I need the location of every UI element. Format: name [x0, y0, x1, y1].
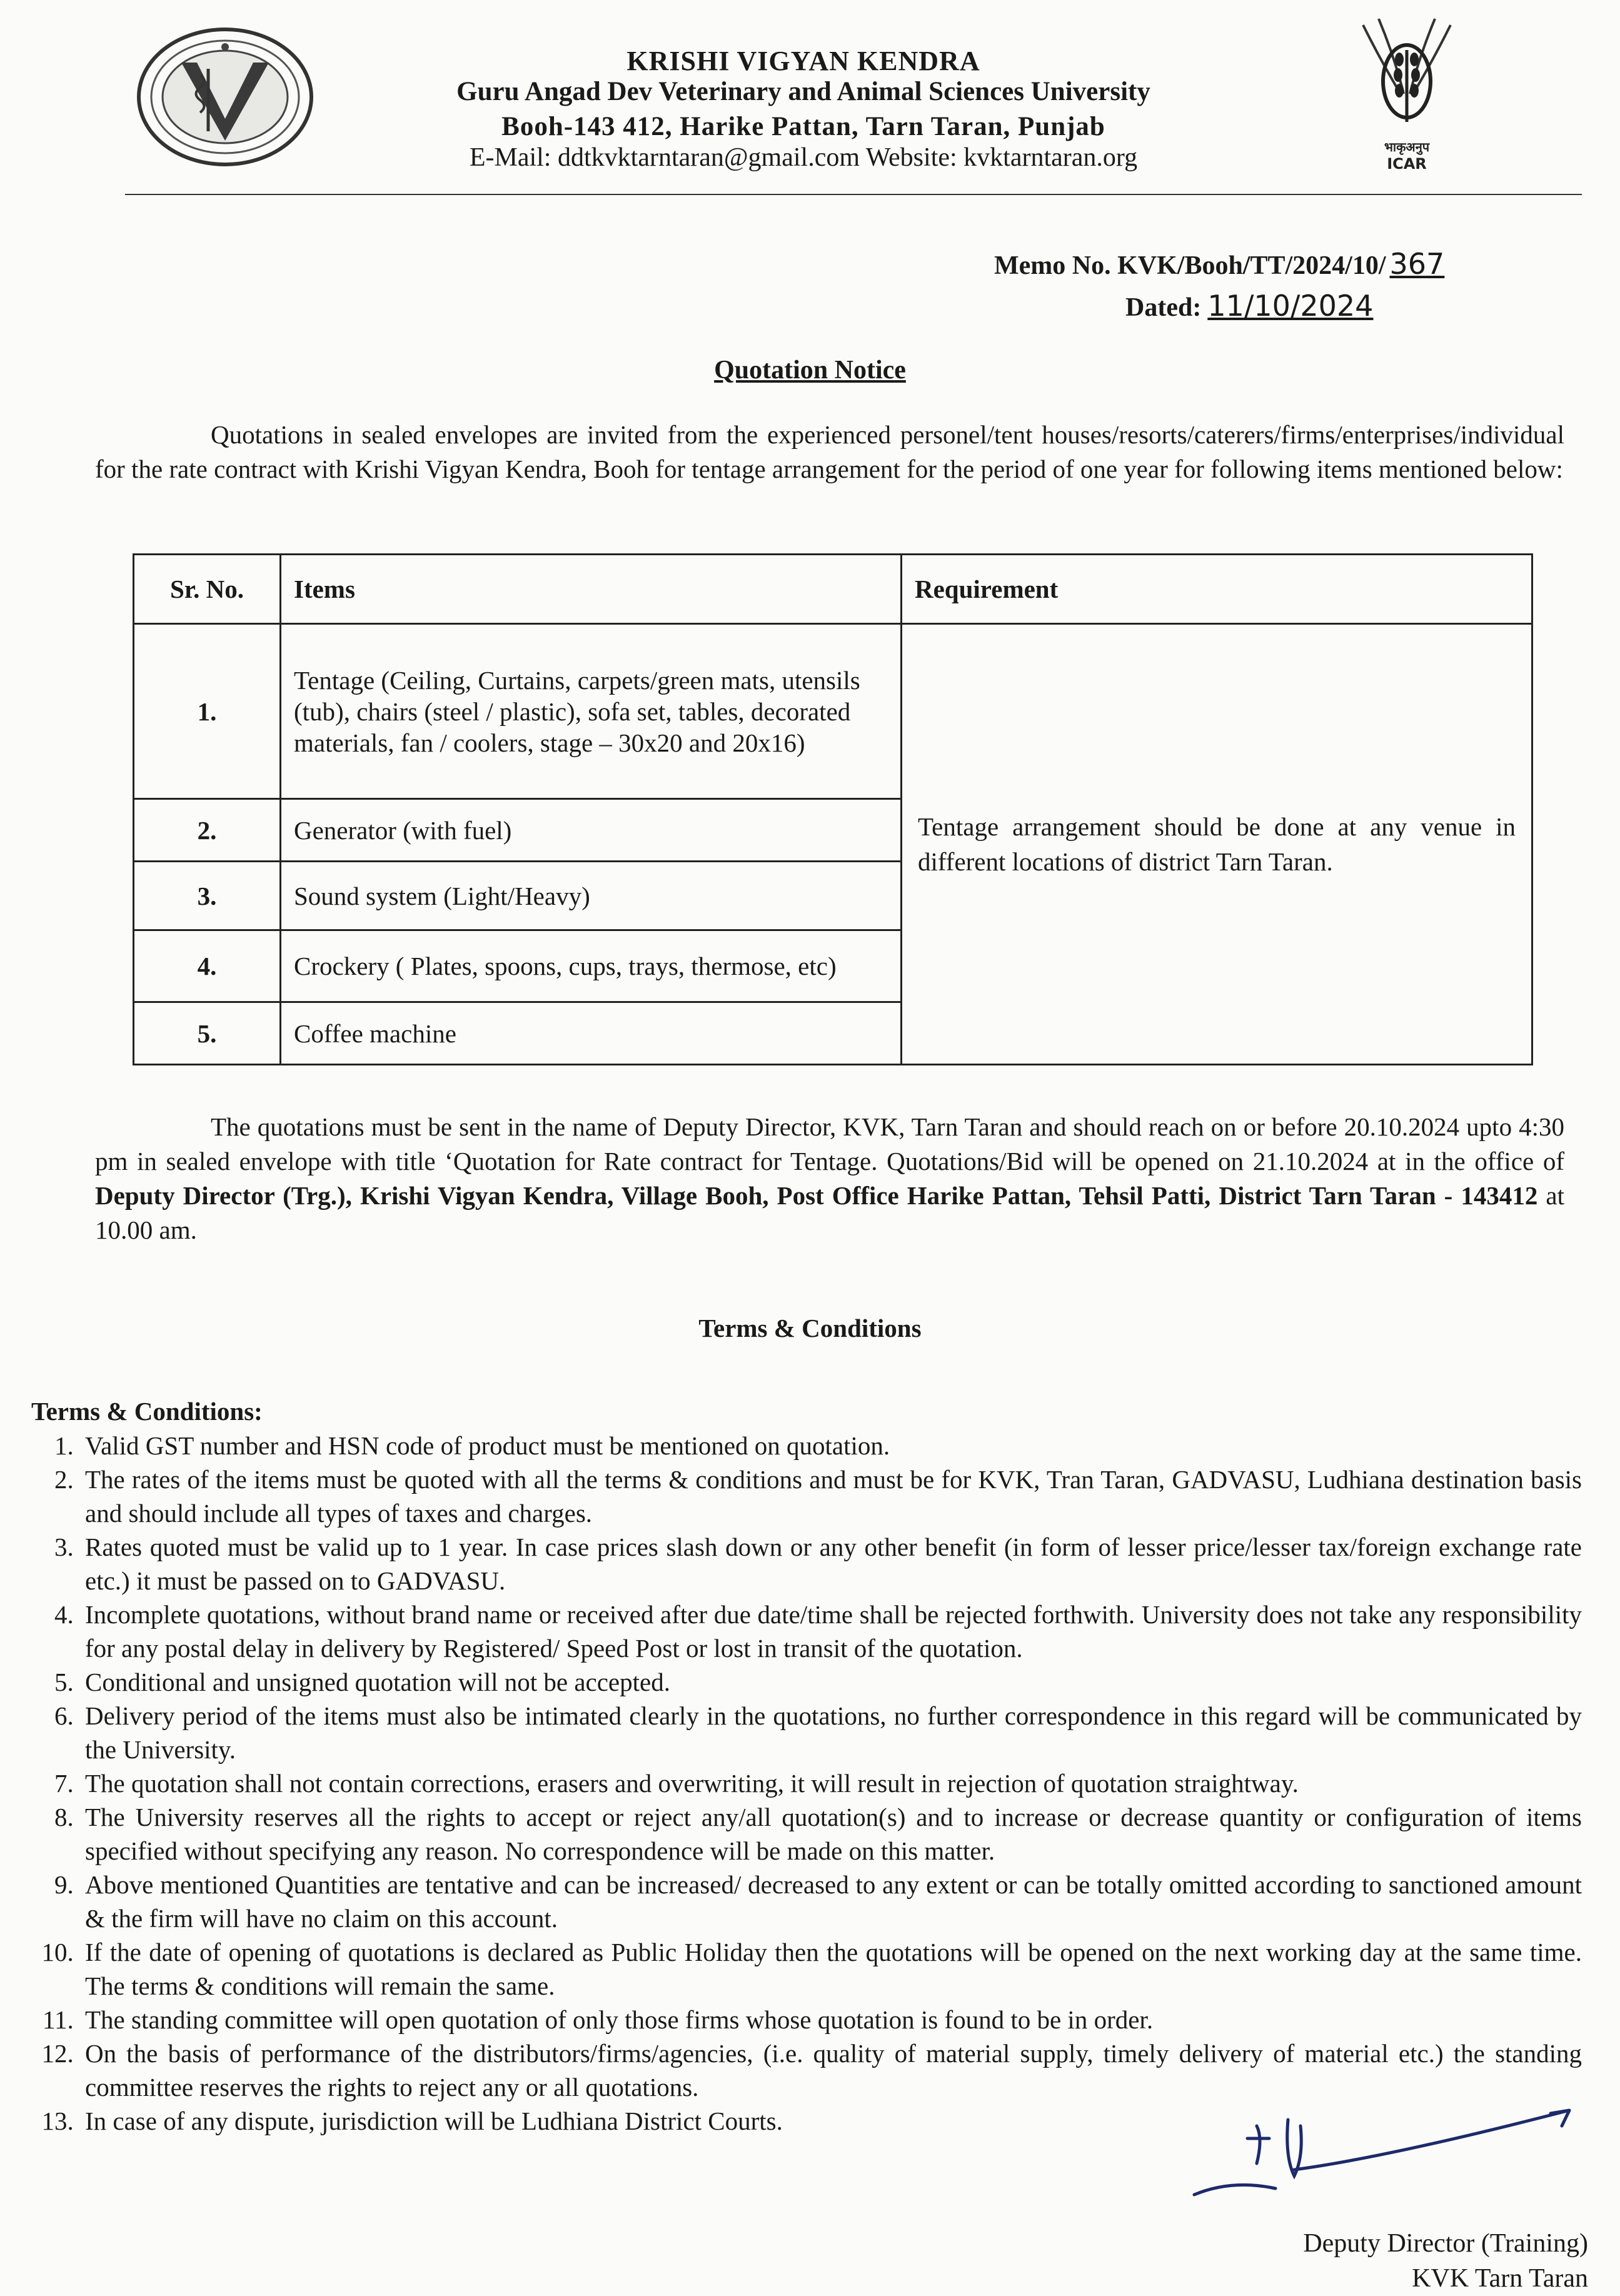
list-item: 8. The University reserves all the rights to accept or reject any/all quotation(s) and to increase or decrease quantity or configuration of items specified without specifying any reason. No correspondence will be made on this matter.: [80, 1800, 1582, 1868]
memo-date: [1125, 289, 1373, 323]
signatory-designation: Deputy Director (Training): [1303, 2229, 1588, 2258]
list-item: 10. If the date of opening of quotations is declared as Public Holiday then the quotations will be opened on the next working day at the same time. The terms & conditions will remain the same.: [80, 1935, 1582, 2003]
row-sr: 2.: [134, 799, 281, 862]
row-sr: 3.: [134, 862, 281, 930]
row-item: Crockery ( Plates, spoons, cups, trays, thermose, etc): [281, 930, 902, 1002]
terms-title: Terms & Conditions: [698, 1314, 922, 1342]
submission-paragraph: [95, 1110, 1564, 1247]
list-item: 1. Valid GST number and HSN code of product must be mentioned on quotation.: [80, 1429, 1582, 1463]
row-item: Sound system (Light/Heavy): [281, 862, 902, 930]
icar-logo: [1351, 13, 1463, 175]
requirement-cell: Tentage arrangement should be done at any venue in different locations of district Tarn Taran.: [902, 624, 1532, 1065]
memo-label: Memo No. KVK/Booh/TT/2024/10/: [994, 251, 1386, 280]
org-name: KRISHI VIGYAN KENDRA: [626, 46, 980, 76]
list-item: 5. Conditional and unsigned quotation will not be accepted.: [80, 1665, 1582, 1699]
list-item: 13. In case of any dispute, jurisdiction will be Ludhiana District Courts.: [80, 2104, 1582, 2138]
header-divider: [125, 194, 1582, 195]
row-item: Coffee machine: [281, 1002, 902, 1065]
signatory-office: KVK Tarn Taran: [1412, 2264, 1588, 2293]
list-item: 4. Incomplete quotations, without brand name or received after due date/time shall be rejected forthwith. University does not take any responsibility for any postal delay in delivery by Registered/ Speed Post or lost in transit of the quotation.: [80, 1598, 1582, 1665]
submission-text-2: at 10.00 am.: [95, 1181, 1564, 1244]
list-item: 11. The standing committee will open quotation of only those firms whose quotation is found to be in order.: [80, 2003, 1582, 2037]
list-item: 2. The rates of the items must be quoted with all the terms & conditions and must be for KVK, Tran Taran, GADVASU, Ludhiana destination basis and should include all types of taxes and charges.: [80, 1463, 1582, 1530]
submission-text-1: The quotations must be sent in the name of Deputy Director, KVK, Tarn Taran and should reach on or before 20.10.2024 upto 4:30 pm in sealed envelope with title ‘Quotation for Rate contract for Tentage. Quotations/Bid will be opened on 21.10.2024 at in the office of: [95, 1112, 1564, 1176]
signatory-block: [1063, 2226, 1588, 2296]
row-item: Generator (with fuel): [281, 799, 902, 862]
terms-heading: Terms & Conditions:: [31, 1397, 263, 1426]
intro-text: Quotations in sealed envelopes are invited from the experienced personel/tent houses/resorts/caterers/firms/enterprises/individual for the rate contract with Krishi Vigyan Kendra, Booh for tentage arrangement for the period of one year for following items mentioned below:: [95, 420, 1564, 483]
svg-text:भाकृअनुप: भाकृअनुप: [1384, 139, 1430, 154]
list-item: 12. On the basis of performance of the distributors/firms/agencies, (i.e. quality of material supply, timely delivery of material etc.) the standing committee reserves the rights to reject any or all quotations.: [80, 2037, 1582, 2104]
table-header-row: [134, 555, 1532, 624]
row-sr: 1.: [134, 624, 281, 799]
intro-paragraph: [95, 418, 1564, 486]
svg-text:ICAR: ICAR: [1387, 155, 1427, 173]
header-requirement: Requirement: [902, 555, 1532, 624]
signature: [1100, 2101, 1588, 2207]
items-table: [133, 553, 1533, 1065]
address: Booh-143 412, Harike Pattan, Tarn Taran, Punjab: [501, 112, 1105, 141]
memo-handwritten-number: 367: [1389, 247, 1445, 281]
header-sr-no: Sr. No.: [134, 555, 281, 624]
list-item: 6. Delivery period of the items must also be intimated clearly in the quotations, no further correspondence in this regard will be communicated by the University.: [80, 1699, 1582, 1766]
row-sr: 5.: [134, 1002, 281, 1065]
university-logo: [134, 25, 316, 169]
terms-list: [31, 1429, 1582, 2138]
list-item: 3. Rates quoted must be valid up to 1 year. In case prices slash down or any other benefit (in form of lesser price/lesser tax/foreign exchange rate etc.) it must be passed on to GADVASU.: [80, 1530, 1582, 1598]
list-item: 9. Above mentioned Quantities are tentative and can be increased/ decreased to any extent or can be totally omitted according to sanctioned amount & the firm will have no claim on this account.: [80, 1868, 1582, 1935]
contact-line: E-Mail: ddtkvktarntaran@gmail.com Website: kvktarntaran.org: [469, 143, 1138, 172]
dated-label: Dated:: [1125, 293, 1202, 322]
header-items: Items: [281, 555, 902, 624]
table-row: [134, 624, 1532, 799]
row-sr: 4.: [134, 930, 281, 1002]
dated-handwritten: 11/10/2024: [1207, 289, 1374, 323]
university-name: Guru Angad Dev Veterinary and Animal Sciences University: [456, 77, 1150, 106]
memo-number: [994, 247, 1444, 281]
terms-section: [31, 1394, 1582, 2138]
row-item: Tentage (Ceiling, Curtains, carpets/green mats, utensils (tub), chairs (steel / plastic), sofa set, tables, decorated materials, fan / coolers, stage – 30x20 and 20x16): [281, 624, 902, 799]
list-item: 7. The quotation shall not contain corrections, erasers and overwriting, it will result in rejection of quotation straightway.: [80, 1766, 1582, 1800]
notice-title: Quotation Notice: [714, 356, 906, 385]
submission-office-address: Deputy Director (Trg.), Krishi Vigyan Kendra, Village Booh, Post Office Harike Pattan, Tehsil Patti, District Tarn Taran - 143412: [95, 1181, 1538, 1210]
